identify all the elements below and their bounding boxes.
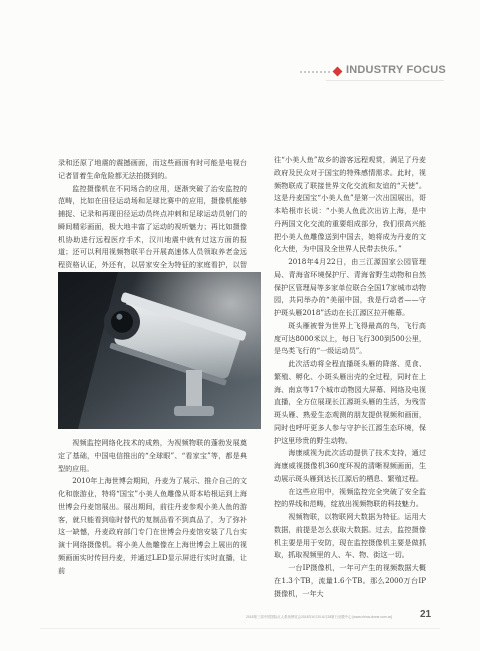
left-column-bottom [58, 437, 247, 577]
cctv-camera-photo [58, 272, 261, 429]
dotted-rule [300, 71, 330, 73]
footer-divider [40, 628, 440, 629]
footer-text: 2018第三届中国国际反人系统博览会2018年6月20-6月28厦日至膜中心 [www.china-drone.com.cn] [246, 615, 393, 619]
paragraph: 视频监控网络化技术的成熟，为视频物联的蓬勃发展奠定了基础，中国电信推出的“全球眼”、“看家宝”等，都是典型的应用。 [58, 438, 247, 473]
section-header [300, 64, 470, 80]
cctv-camera-icon [58, 272, 261, 429]
paragraph: 2010年上海世博会期间，丹麦为了展示、推介自己的文化和旅游业，特将“国宝”小美人鱼雕像从哥本哈根运到上海世博会丹麦馆展出。展出期间，前往丹麦参观小美人鱼的游客，就只能看到临时替代的复制品看不到真品了，为了弥补这一缺憾，丹麦政府部门专门在世博会丹麦馆安装了几台实演十网络摄像机。将小美人鱼雕像在上海世博会上展出的视频画面实时传回丹麦，并通过LED显示屏进行实时直播，让前 [58, 476, 247, 575]
paragraph: 录和还原了地震的震撼画面，而这些画面有时可能是电视台记者冒着生命危险都无法拍摄到的。 [58, 158, 247, 180]
paragraph: 此次活动将全程直播斑头雁的降落、觅食、繁殖、孵化、小斑头雁出壳的全过程，同时在上海、南京等17个城市动物园大屏幕、网络及电视直播，全方位展现长江源斑头雁的生活，为残雪斑头雁、熟爱生态观测的朋友提供视频和画面，同时也呼吁更多人参与守护长江源生态环境，保护这里珍贵的野生动物。 [274, 359, 426, 445]
paragraph: 海康威视为此次活动提供了技术支持，通过海康威视摄像机360度环视的清晰视频画面，生动展示斑头雁到达长江源后的栖息、繁殖过程。 [274, 448, 426, 483]
right-column [274, 154, 426, 600]
paragraph: 斑头雁被誉为世界上飞得最高的鸟，飞行高度可达8000米以上，每日飞行300到500公里，是鸟类飞行的“一级运动员”。 [274, 320, 426, 356]
section-title: INDUSTRY FOCUS [346, 64, 446, 76]
paragraph: 2018年4月22日，由三江源国家公园管理局、青海省环境保护厅、青海省野生动物和自然保护区管理局等多家单位联合全国17家城市动物园，共同举办的“美丽中国，我是行动者——守护斑头雁2018”活动在长江源区拉开帷幕。 [274, 257, 426, 317]
paragraph: 往“小美人鱼”故乡的游客远程观赏，满足了丹麦政府及民众对于国宝的特殊感情需求。此时，视频物联成了联接世界文化交流和友谊的“天使”。这是丹麦国宝“小美人鱼”是第一次出国展出，哥本哈根市长说：“小美人鱼此次出访上海，是中丹两国文化交流的重要组成部分，我们很高兴能把小美人鱼雕像送到中国去，她将成为丹麦的文化大使，为中国及全世界人民带去快乐。” [274, 155, 426, 254]
paragraph: 在这些应用中，视频监控完全突破了安全监控的界线和范畴，绽放出视频物联的科技魅力。 [274, 486, 426, 509]
header-divider [326, 80, 444, 81]
paragraph: 一台IP摄像机，一年可产生的视频数据大概在1.3个TB，流量1.6个TB。那么2000万台IP摄像机，一年大 [274, 563, 426, 598]
left-column-top [58, 157, 247, 285]
page-number: 21 [420, 609, 432, 620]
paragraph: 监控摄像机在不同场合的应用，逐渐突破了治安监控的范畴，比如在田径运动场和足球比赛中的应用，摄像机能够捕捉、记录和再现田径运动员终点冲刺和足球运动员射门的瞬间精彩画面，极大地丰富了运动的视听魅力；再比如摄像机协助进行远程医疗手术，汉川地震中就有过这方面的报道；还可以利用视频物联平台开展高速体人员领取养老金远程资格认证，外还有，以居家安全为特征的家庭看护，以智 [58, 183, 247, 269]
paragraph: 视频物联，以物联网大数据为特征。运用大数据，前提是怎么获取大数据。过去，监控摄像机主要是用于安防，现在监控摄像机主要是做抓取，抓取视频里的人、车、物、街这一切。 [274, 512, 426, 560]
red-diamond-icon [333, 67, 343, 77]
